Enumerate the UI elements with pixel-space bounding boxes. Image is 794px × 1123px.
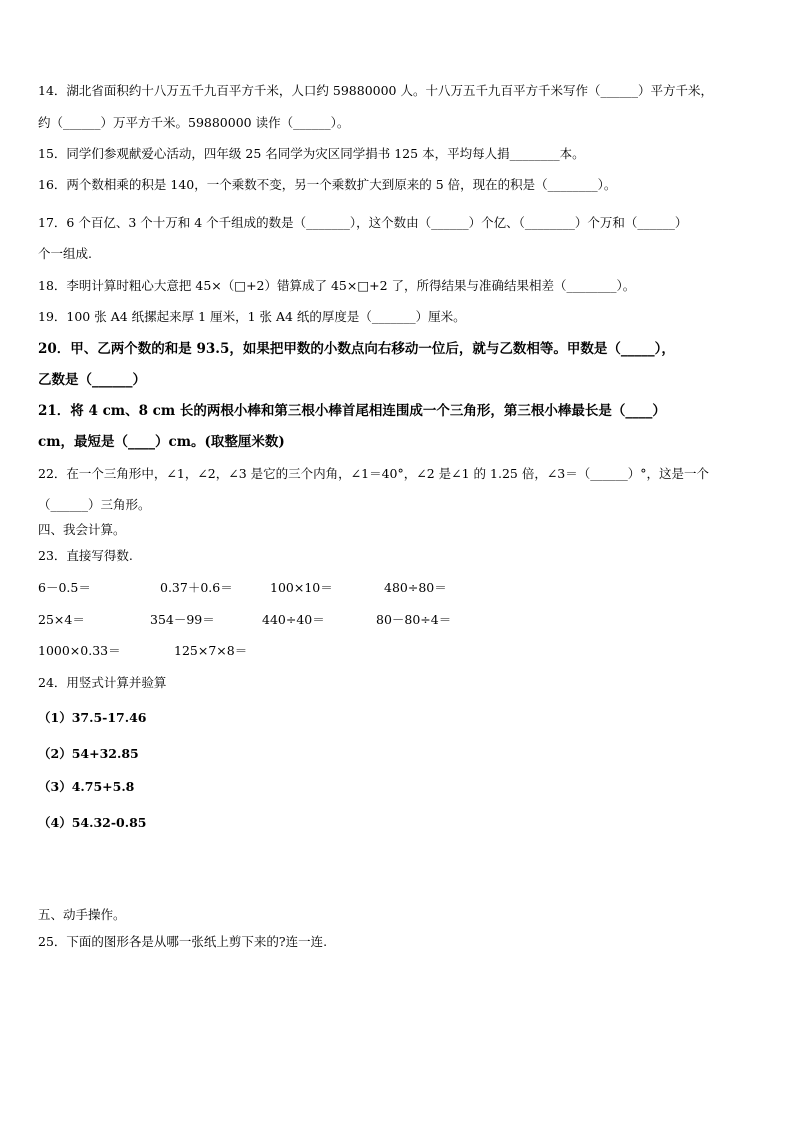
question-25: 25．下面的图形各是从哪一张纸上剪下来的?连一连. bbox=[38, 934, 328, 949]
question-14-line-2: 约（______）万平方千米。59880000 读作（______）。 bbox=[38, 115, 350, 130]
question-17-line-1: 17．6 个百亿、3 个十万和 4 个千组成的数是（_______），这个数由（______）个亿、（________）个万和（______） bbox=[38, 215, 688, 230]
calc-item: 80－80÷4＝ bbox=[376, 612, 452, 627]
question-22-line-2: （______）三角形。 bbox=[38, 497, 151, 512]
question-21-line-2: cm，最短是（____）cm。(取整厘米数) bbox=[38, 434, 285, 450]
calc-item: 0.37＋0.6＝ bbox=[160, 580, 233, 595]
vertical-calc-item: （1）37.5-17.46 bbox=[38, 710, 147, 725]
question-23-title: 23．直接写得数. bbox=[38, 548, 133, 563]
vertical-calc-item: （3）4.75+5.8 bbox=[38, 779, 135, 794]
calc-item: 25×4＝ bbox=[38, 612, 85, 627]
question-17-line-2: 个一组成. bbox=[38, 246, 92, 261]
vertical-calc-item: （4）54.32-0.85 bbox=[38, 815, 147, 830]
calc-item: 125×7×8＝ bbox=[174, 643, 248, 658]
calc-item: 1000×0.33＝ bbox=[38, 643, 121, 658]
calc-item: 354－99＝ bbox=[150, 612, 215, 627]
question-18: 18．李明计算时粗心大意把 45×（□+2）错算成了 45×□+2 了，所得结果与准确结果相差（________）。 bbox=[38, 278, 636, 293]
section-4-heading: 四、我会计算。 bbox=[38, 522, 126, 537]
section-5-heading: 五、动手操作。 bbox=[38, 907, 126, 922]
question-24-title: 24．用竖式计算并验算 bbox=[38, 675, 167, 690]
question-20-line-1: 20．甲、乙两个数的和是 93.5，如果把甲数的小数点向右移动一位后，就与乙数相等。甲数是（_____）， bbox=[38, 341, 675, 357]
calc-item: 440÷40＝ bbox=[262, 612, 325, 627]
calc-item: 480÷80＝ bbox=[384, 580, 447, 595]
question-14-line-1: 14．湖北省面积约十八万五千九百平方千米，人口约 59880000 人。十八万五千九百平方千米写作（______）平方千米， bbox=[38, 83, 713, 98]
question-22-line-1: 22．在一个三角形中，∠1，∠2，∠3 是它的三个内角，∠1＝40°，∠2 是∠1 的 1.25 倍，∠3＝（______）°，这是一个 bbox=[38, 466, 709, 481]
question-20-line-2: 乙数是（______） bbox=[38, 372, 146, 388]
question-15: 15．同学们参观献爱心活动，四年级 25 名同学为灾区同学捐书 125 本，平均每人捐________本。 bbox=[38, 146, 585, 161]
calc-item: 6－0.5＝ bbox=[38, 580, 91, 595]
calc-item: 100×10＝ bbox=[270, 580, 333, 595]
vertical-calc-item: （2）54+32.85 bbox=[38, 746, 139, 761]
question-19: 19．100 张 A4 纸摞起来厚 1 厘米，1 张 A4 纸的厚度是（_______）厘米。 bbox=[38, 309, 466, 324]
question-21-line-1: 21．将 4 cm、8 cm 长的两根小棒和第三根小棒首尾相连围成一个三角形，第三根小棒最长是（____） bbox=[38, 403, 666, 419]
question-16: 16．两个数相乘的积是 140，一个乘数不变，另一个乘数扩大到原来的 5 倍，现在的积是（________）。 bbox=[38, 177, 617, 192]
